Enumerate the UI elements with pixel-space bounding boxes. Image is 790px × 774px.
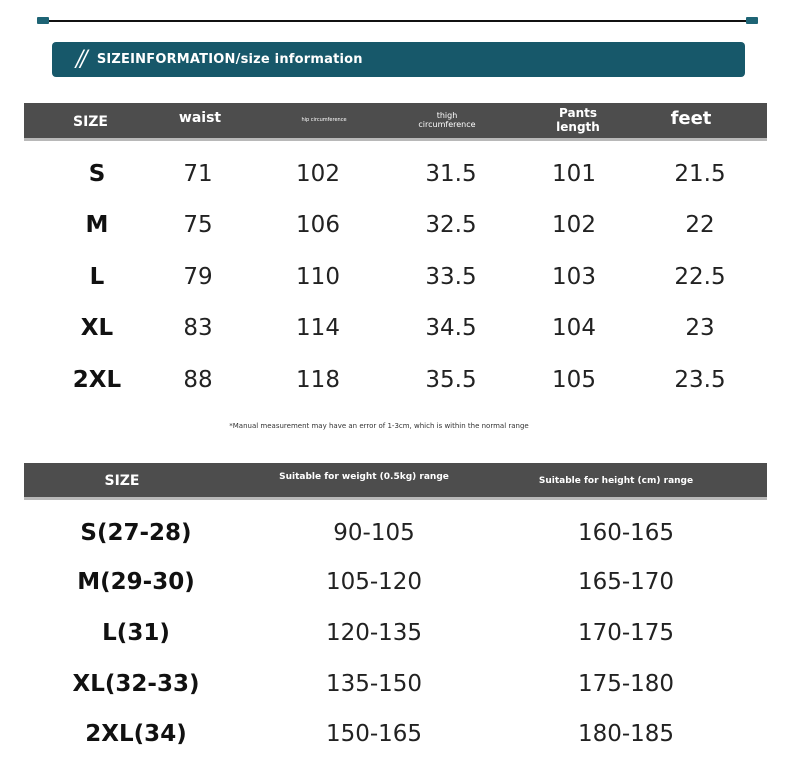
- feet-cell: 22.5: [674, 264, 726, 290]
- size-range-cell: L(31): [102, 620, 170, 646]
- fit-table-header: [24, 463, 767, 500]
- thigh-cell: 35.5: [425, 367, 477, 393]
- feet-cell: 21.5: [674, 161, 726, 187]
- weight-range-cell: 120-135: [325, 620, 423, 646]
- height-range-cell: 180-185: [577, 721, 675, 747]
- measurement-note: *Manual measurement may have an error of 1-3cm, which is within the normal range: [229, 422, 529, 430]
- height-range-cell: 160-165: [577, 520, 675, 546]
- height-range-cell: 165-170: [577, 569, 675, 595]
- hip-cell: 114: [296, 315, 340, 341]
- header-size: SIZE: [72, 113, 108, 130]
- weight-range-cell: 150-165: [325, 721, 423, 747]
- length-cell: 103: [552, 264, 596, 290]
- size-range-cell: XL(32-33): [72, 671, 200, 697]
- divider-right-cap: [746, 17, 758, 24]
- weight-range-cell: 135-150: [325, 671, 423, 697]
- feet-cell: 23.5: [674, 367, 726, 393]
- waist-cell: 75: [183, 212, 213, 238]
- header-thigh-circumference: thigh circumference: [418, 110, 476, 129]
- thigh-cell: 34.5: [425, 315, 477, 341]
- size-range-cell: M(29-30): [77, 569, 195, 595]
- header-size-2: SIZE: [104, 473, 140, 490]
- thigh-cell: 31.5: [425, 161, 477, 187]
- waist-cell: 88: [183, 367, 213, 393]
- waist-cell: 83: [183, 315, 213, 341]
- banner-title: SIZEINFORMATION/size information: [96, 52, 363, 67]
- divider-left-cap: [37, 17, 49, 24]
- feet-cell: 22: [685, 212, 715, 238]
- size-cell: M: [85, 212, 109, 238]
- header-height-range: Suitable for height (cm) range: [538, 475, 694, 486]
- size-cell: 2XL: [72, 367, 122, 393]
- size-range-cell: 2XL(34): [85, 721, 187, 747]
- waist-cell: 79: [183, 264, 213, 290]
- weight-range-cell: 90-105: [333, 520, 415, 546]
- length-cell: 105: [552, 367, 596, 393]
- hip-cell: 106: [296, 212, 340, 238]
- header-pants-length: Pants length: [556, 106, 600, 134]
- size-range-cell: S(27-28): [80, 520, 192, 546]
- height-range-cell: 170-175: [577, 620, 675, 646]
- size-cell: XL: [80, 315, 114, 341]
- length-cell: 104: [552, 315, 596, 341]
- thigh-cell: 32.5: [425, 212, 477, 238]
- feet-cell: 23: [685, 315, 715, 341]
- header-feet: feet: [670, 107, 712, 129]
- height-range-cell: 175-180: [577, 671, 675, 697]
- header-hip-circumference: hip circumference: [301, 116, 347, 123]
- size-cell: L: [89, 264, 105, 290]
- thigh-cell: 33.5: [425, 264, 477, 290]
- header-waist: waist: [178, 109, 222, 126]
- measurement-table-header: [24, 103, 767, 141]
- waist-cell: 71: [183, 161, 213, 187]
- hip-cell: 102: [296, 161, 340, 187]
- length-cell: 102: [552, 212, 596, 238]
- hip-cell: 118: [296, 367, 340, 393]
- size-cell: S: [88, 161, 106, 187]
- double-slash-icon: //: [76, 46, 85, 72]
- weight-range-cell: 105-120: [325, 569, 423, 595]
- header-weight-range: Suitable for weight (0.5kg) range: [279, 472, 449, 483]
- length-cell: 101: [552, 161, 596, 187]
- hip-cell: 110: [296, 264, 340, 290]
- size-information-banner: [52, 42, 745, 77]
- top-divider-line: [40, 20, 756, 22]
